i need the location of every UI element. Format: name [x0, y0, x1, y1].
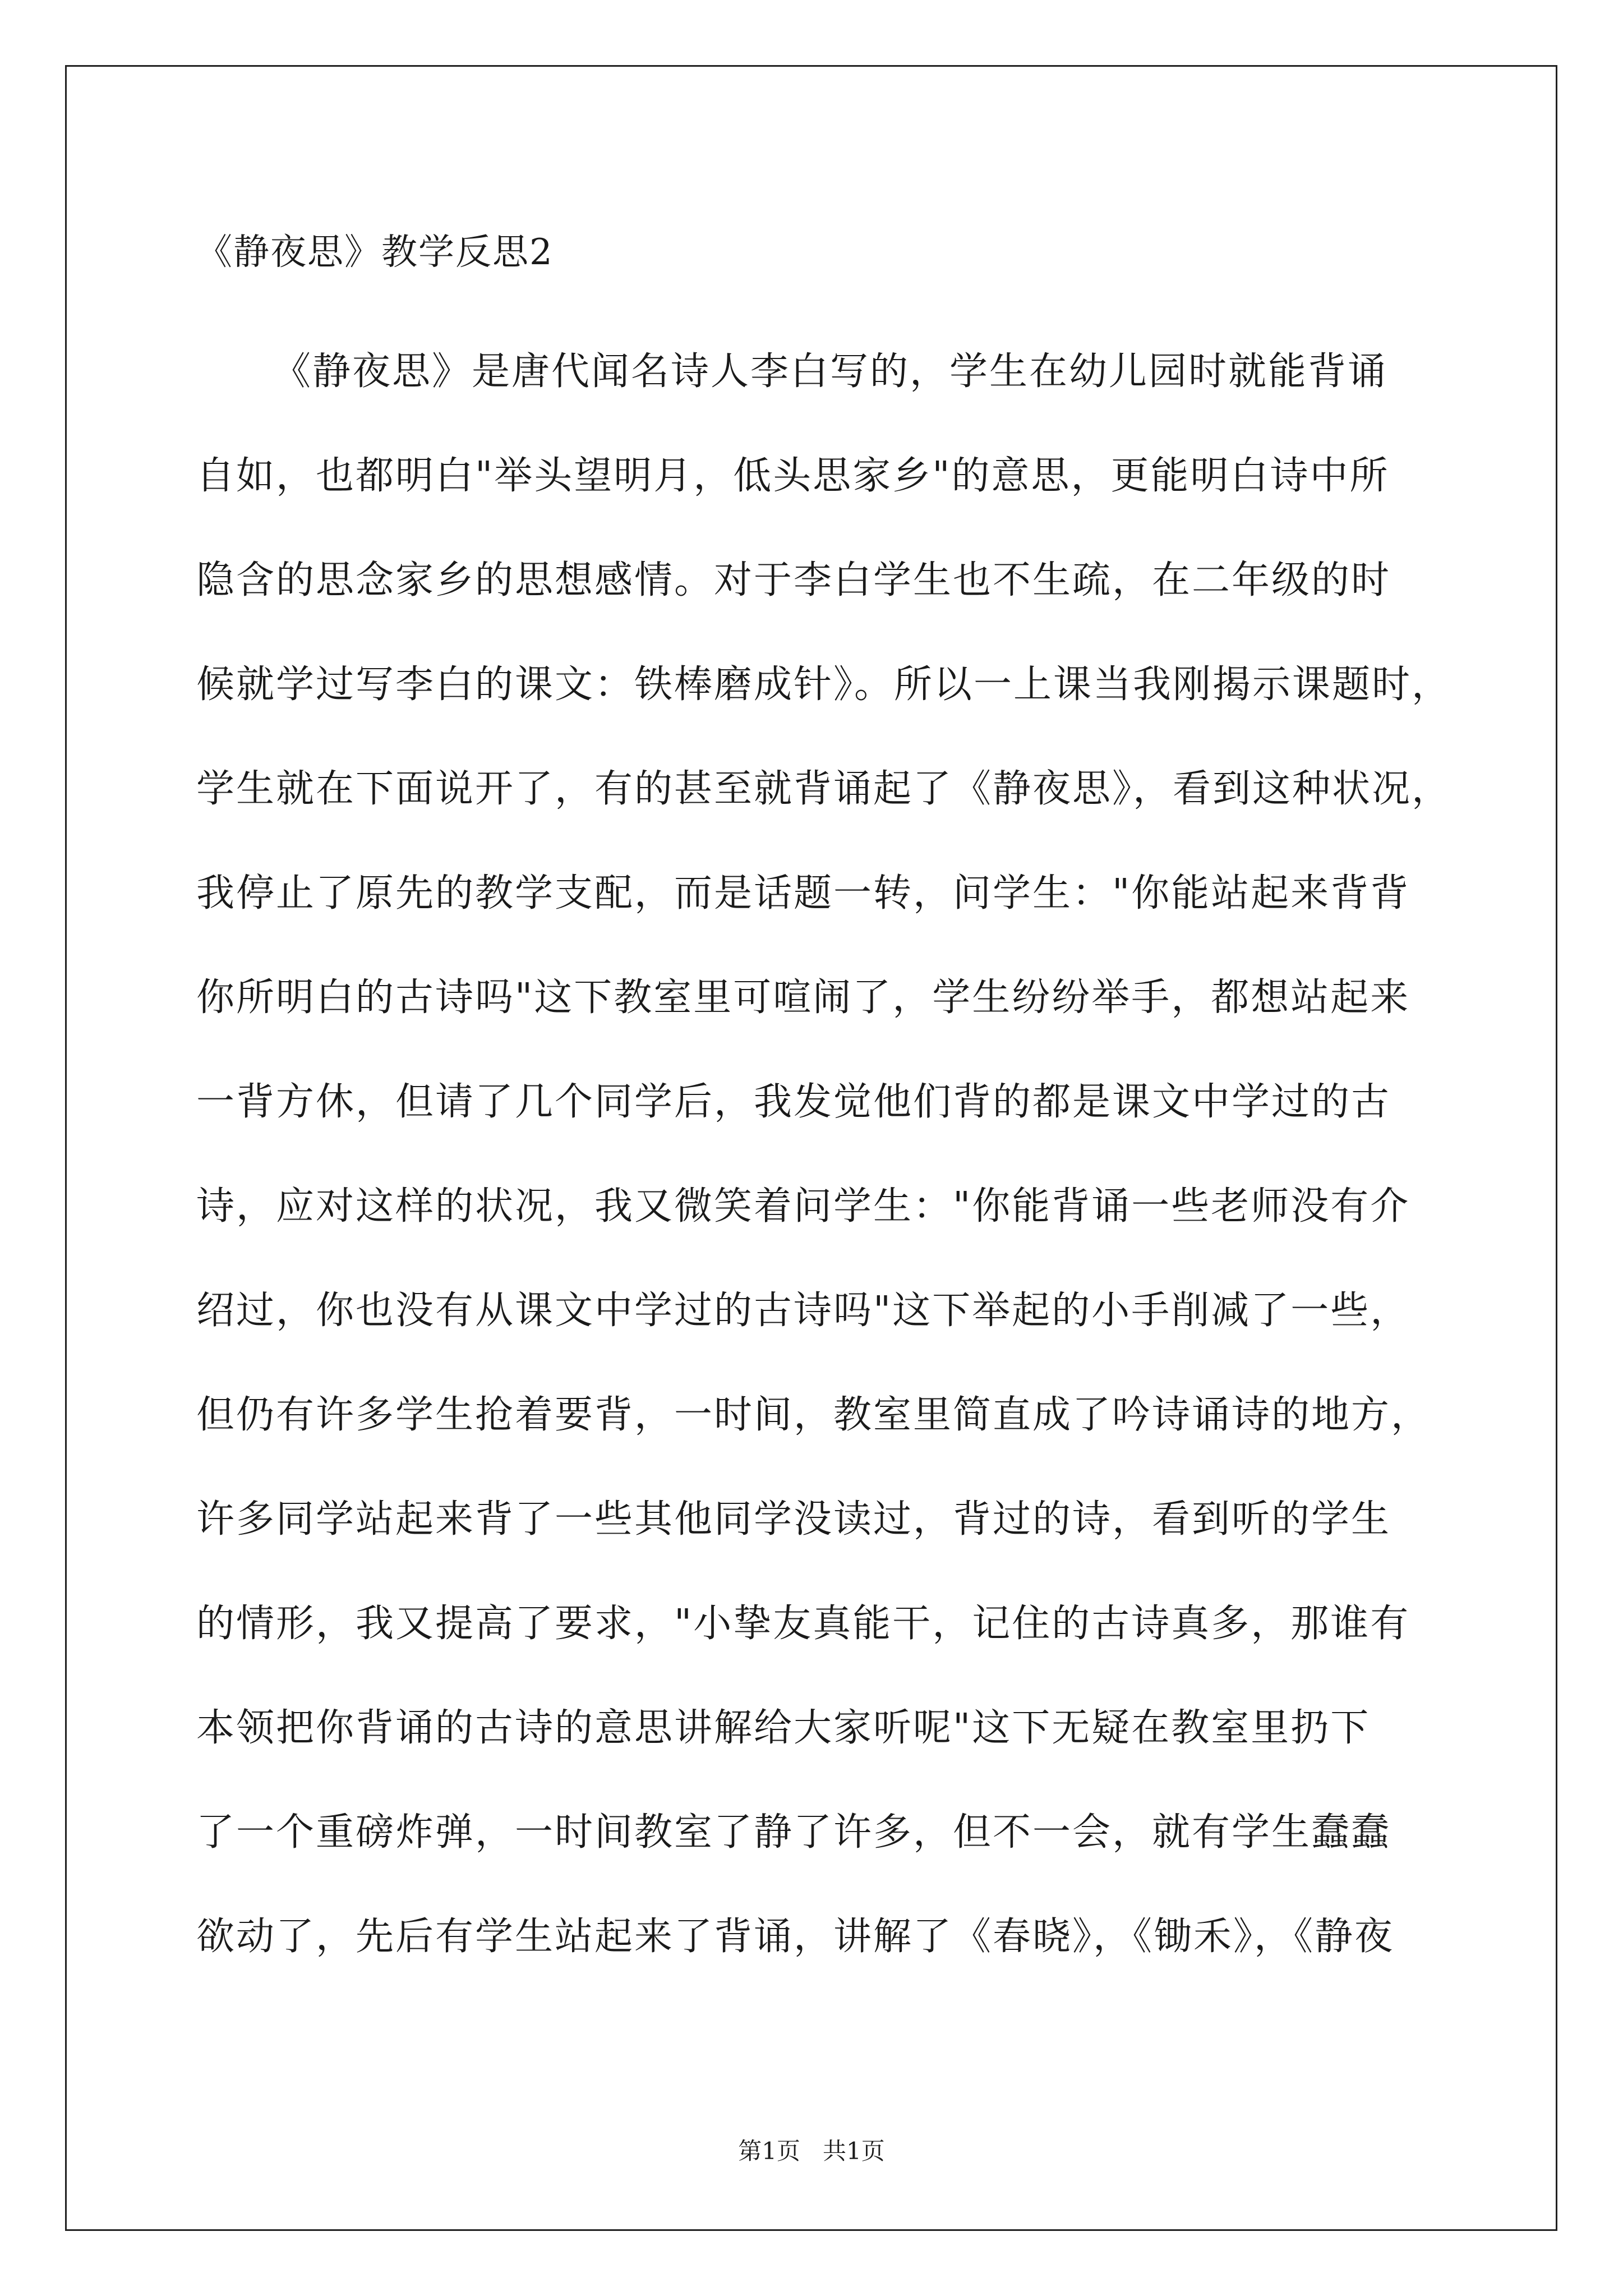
body-line: 《静夜思》是唐代闻名诗人李白写的，学生在幼儿园时就能背诵	[273, 349, 1388, 394]
body-line: 的情形，我又提高了要求，"小挚友真能干，记住的古诗真多，那谁有	[196, 1602, 1410, 1646]
body-line: 绍过，你也没有从课文中学过的古诗吗"这下举起的小手削减了一些，	[196, 1289, 1410, 1333]
body-line: 隐含的思念家乡的思想感情。对于李白学生也不生疏，在二年级的时	[196, 558, 1391, 602]
body-line: 了一个重磅炸弹，一时间教室了静了许多，但不一会，就有学生蠢蠢	[196, 1810, 1391, 1855]
body-line: 一背方休，但请了几个同学后，我发觉他们背的都是课文中学过的古	[196, 1080, 1391, 1124]
page-number-footer: 第1页 共1页	[738, 2137, 885, 2165]
body-line: 学生就在下面说开了，有的甚至就背诵起了《静夜思》，看到这种状况，	[196, 767, 1452, 811]
body-line: 你所明白的古诗吗"这下教室里可喧闹了，学生纷纷举手，都想站起来	[196, 976, 1410, 1020]
body-line: 诗，应对这样的状况，我又微笑着问学生："你能背诵一些老师没有介	[196, 1184, 1410, 1228]
body-line: 自如，也都明白"举头望明月，低头思家乡"的意思，更能明白诗中所	[196, 454, 1390, 498]
document-title: 《静夜思》教学反思2	[196, 232, 554, 273]
body-line: 欲动了，先后有学生站起来了背诵，讲解了《春晓》，《锄禾》，《静夜	[196, 1915, 1395, 1959]
body-line: 许多同学站起来背了一些其他同学没读过，背过的诗，看到听的学生	[196, 1497, 1391, 1542]
body-line: 候就学过写李白的课文：铁棒磨成针》。所以一上课当我刚揭示课题时，	[196, 662, 1452, 707]
body-line: 我停止了原先的教学支配，而是话题一转，问学生："你能站起来背背	[196, 871, 1410, 915]
body-line: 但仍有许多学生抢着要背，一时间，教室里简直成了吟诗诵诗的地方，	[196, 1393, 1431, 1437]
body-line: 本领把你背诵的古诗的意思讲解给大家听呢"这下无疑在教室里扔下	[196, 1706, 1371, 1750]
document-body	[196, 320, 1452, 1989]
